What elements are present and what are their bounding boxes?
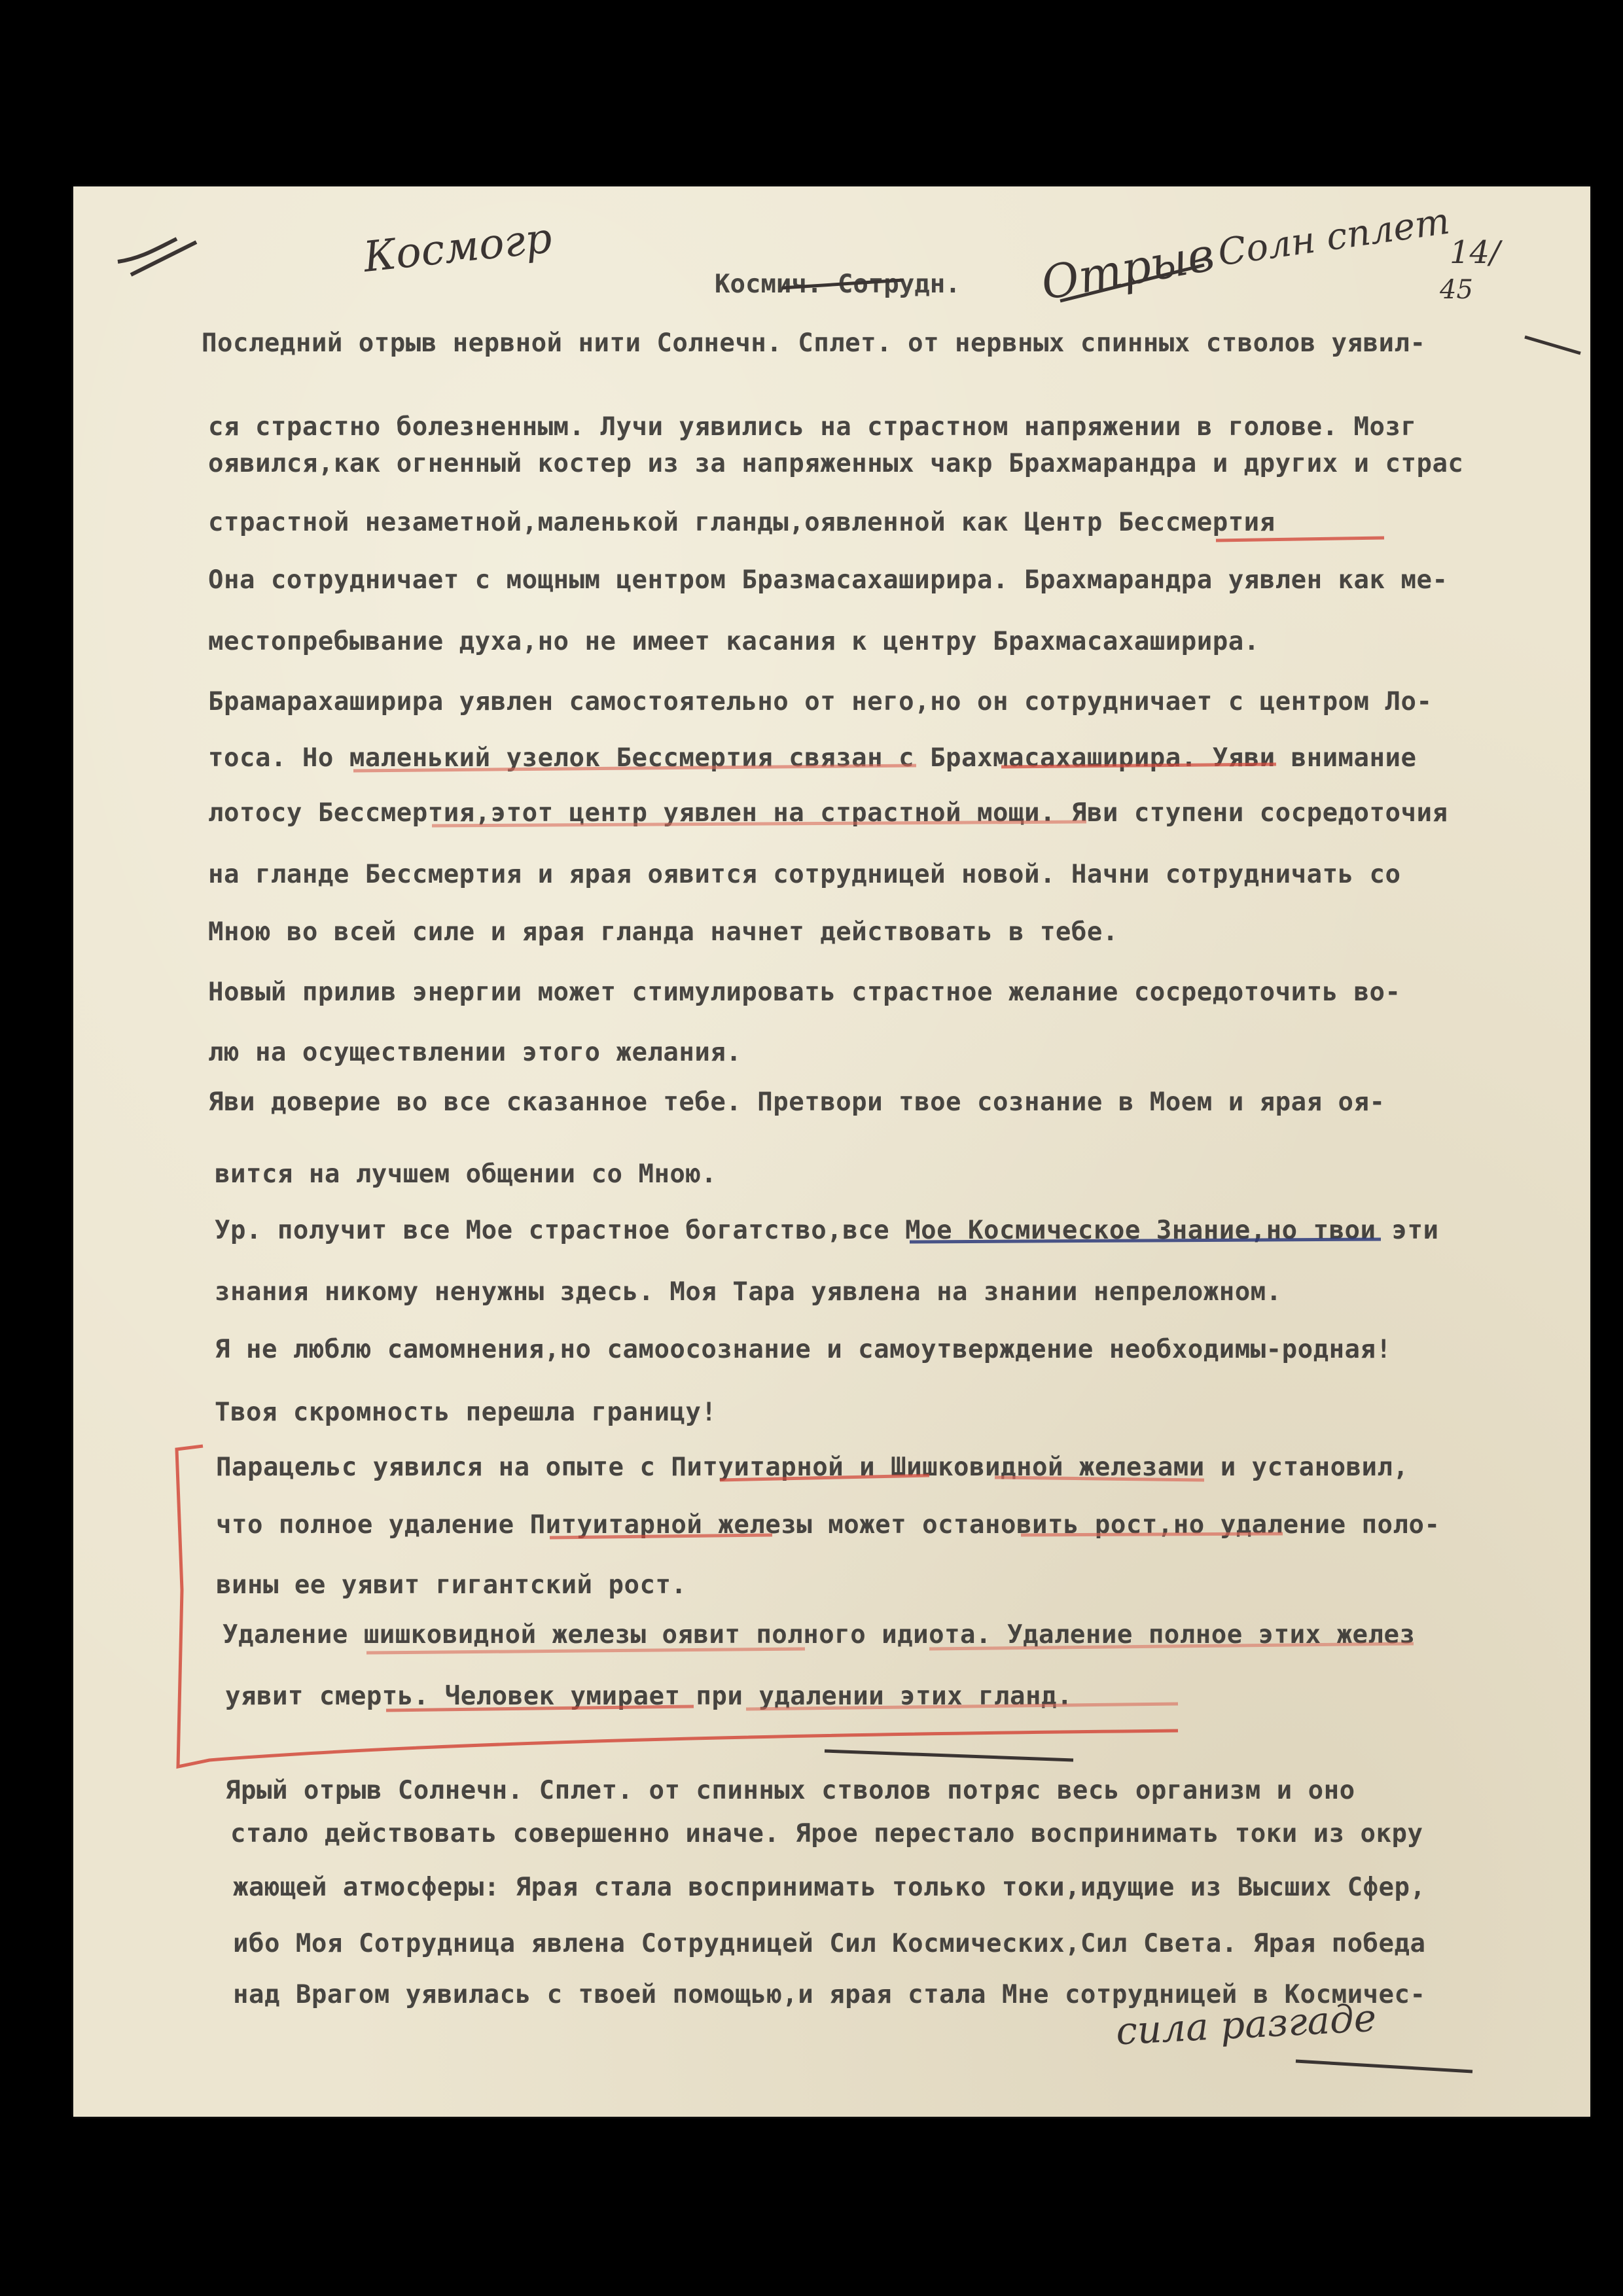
handwritten-note-bottom-right: сила разгаде — [1115, 1995, 1378, 2054]
text-line: ибо Моя Сотрудница явлена Сотрудницей Сил Космических,Сил Света. Ярая победа — [233, 1929, 1426, 1958]
text-line: ся страстно болезненным. Лучи уявились на страстном напряжении в голове. Мозг — [208, 412, 1417, 442]
red-underline — [720, 1475, 929, 1480]
red-margin-bracket — [177, 1446, 1178, 1767]
margin-mark — [825, 1751, 1073, 1760]
red-underline — [1216, 538, 1384, 540]
text-line: знания никому ненужны здесь. Моя Тара уявлена на знании непреложном. — [215, 1277, 1282, 1307]
page-number-alt: 45 — [1440, 275, 1473, 305]
text-line: Удаление шишковидной железы оявит полного идиота. Удаление полное этих желез — [223, 1620, 1416, 1650]
red-underline — [1021, 1534, 1283, 1535]
text-line: оявился,как огненный костер из за напряженных чакр Брахмарандра и других и страс — [208, 449, 1464, 478]
text-line: лотосу Бессмертия,этот центр уявлен на страстной мощи. Яви ступени сосредоточия — [208, 798, 1448, 828]
text-line: Ярый отрыв Солнечн. Сплет. от спинных стволов потряс весь организм и оно — [225, 1776, 1355, 1805]
page-number: 14/ — [1450, 234, 1501, 271]
blue-underline — [910, 1239, 1381, 1242]
text-line: тоса. Но маленький узелок Бессмертия связан с Брахмасахаширира. Уяви внимание — [208, 743, 1417, 773]
text-line: Новый прилив энергии может стимулировать страстное желание сосредоточить во- — [208, 978, 1401, 1007]
red-underline — [929, 1644, 1414, 1649]
text-line: Брамарахаширира уявлен самостоятельно от него,но он сотрудничает с центром Ло- — [208, 687, 1433, 716]
text-line: Ур. получит все Мое страстное богатство,все Мое Космическое Знание,но твои эти — [215, 1216, 1439, 1245]
text-line: лю на осуществлении этого желания. — [208, 1038, 742, 1067]
text-line: Твоя скромность перешла границу! — [215, 1398, 717, 1427]
underline-mark — [1060, 265, 1204, 301]
text-line: вится на лучшем общении со Мною. — [215, 1159, 717, 1189]
text-line: уявит смерть. Человек умирает при удалении этих гланд. — [225, 1682, 1073, 1711]
text-line: стало действовать совершенно иначе. Ярое перестало воспринимать токи из окру — [230, 1819, 1423, 1848]
strikethrough-mark — [782, 280, 903, 288]
text-line: жающей атмосферы: Ярая стала воспринимать только токи,идущие из Высших Сфер, — [233, 1873, 1426, 1902]
handwritten-note-top-right: Солн сплет — [1215, 200, 1453, 275]
text-line: Мною во всей силе и ярая гланда начнет действовать в тебе. — [208, 917, 1118, 947]
scribble-mark — [118, 239, 196, 275]
margin-mark — [1525, 337, 1580, 353]
handwritten-note-top-middle: Отрыв — [1037, 227, 1219, 311]
text-line: Я не люблю самомнения,но самоосознание и самоутверждение необходимы-родная! — [215, 1335, 1392, 1364]
red-underline — [1001, 764, 1276, 767]
red-underline — [366, 1649, 805, 1653]
red-underline — [386, 1706, 694, 1710]
text-line: на гланде Бессмертия и ярая оявится сотрудницей новой. Начни сотрудничать со — [208, 860, 1401, 889]
text-line: страстной незаметной,маленькой гланды,оявленной как Центр Бессмертия — [208, 508, 1275, 537]
red-underline — [550, 1535, 772, 1538]
text-line: над Врагом уявилась с твоей помощью,и ярая стала Мне сотрудницей в Космичес- — [233, 1980, 1426, 2009]
document-title: Космич. Сотрудн. — [715, 270, 961, 299]
text-line: Парацельс уявился на опыте с Питуитарной и Шишковидной железами и установил, — [216, 1453, 1409, 1482]
text-line: Она сотрудничает с мощным центром Бразмасахаширира. Брахмарандра уявлен как ме- — [208, 565, 1448, 595]
text-line: Последний отрыв нервной нити Солнечн. Сплет. от нервных спинных стволов уявил- — [202, 328, 1426, 358]
red-underline — [353, 766, 916, 771]
text-line: местопребывание духа,но не имеет касания к центру Брахмасахаширира. — [208, 627, 1260, 656]
red-underline — [746, 1704, 1178, 1709]
red-underline — [995, 1477, 1204, 1480]
red-underline — [432, 822, 1086, 826]
text-line: что полное удаление Питуитарной железы может остановить рост,но удаление поло- — [216, 1510, 1440, 1540]
handwritten-note-top-left: Космогр — [361, 214, 554, 282]
text-line: Яви доверие во все сказанное тебе. Претвори твое сознание в Моем и ярая оя- — [208, 1087, 1385, 1117]
underline-mark — [1296, 2061, 1472, 2072]
text-line: вины ее уявит гигантский рост. — [216, 1570, 687, 1600]
